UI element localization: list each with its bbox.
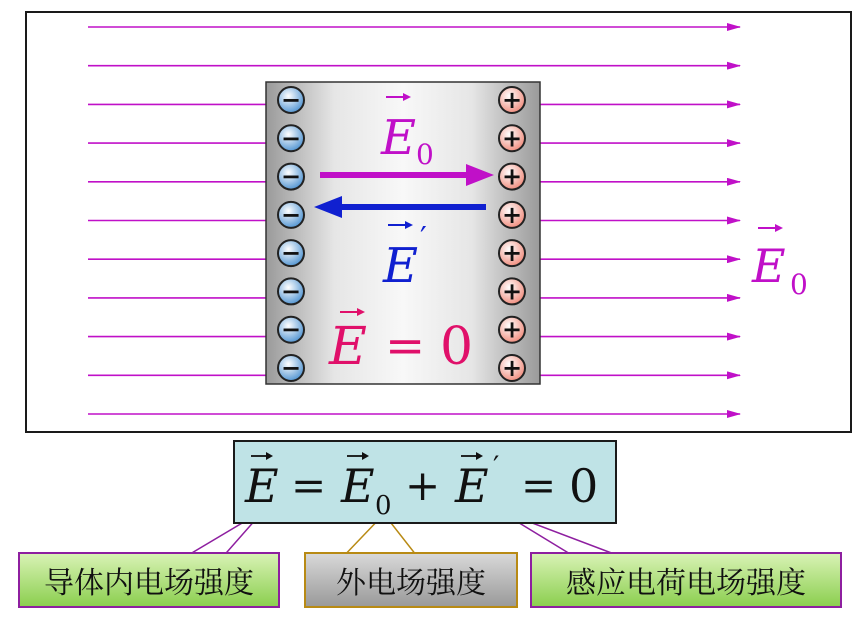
negative-charge-sign: −	[280, 124, 302, 153]
callout-induced-field	[530, 552, 842, 608]
positive-charge-sign: +	[501, 277, 523, 306]
e-zero-digit: 0	[440, 317, 474, 377]
equation-box	[233, 440, 617, 524]
e0-inner-letter: E	[381, 110, 417, 166]
eq-plus: +	[405, 461, 441, 510]
eq-e0-sub: 0	[375, 491, 392, 521]
callout-external-field	[304, 552, 518, 608]
eq-equals-1: =	[291, 461, 327, 510]
callout-external-field-label: 外电场强度	[336, 566, 486, 601]
e0-outer-sub: 0	[790, 268, 808, 301]
e-prime-letter: E	[383, 238, 419, 294]
eq-e0: E	[341, 459, 375, 513]
positive-charge-sign: +	[501, 315, 523, 344]
callout-conductor-field-label: 导体内电场强度	[44, 566, 254, 601]
eq-prime-mark: ′	[493, 450, 500, 483]
negative-charge-sign: −	[280, 354, 302, 382]
eq-equals-2: =	[521, 461, 557, 510]
callout-induced-field-label: 感应电荷电场强度	[566, 566, 806, 601]
negative-charge-sign: −	[280, 315, 302, 344]
positive-charge-sign: +	[501, 239, 523, 268]
negative-charge-sign: −	[280, 239, 302, 268]
e0-outer-letter: E	[752, 239, 786, 293]
negative-charge-sign: −	[280, 277, 302, 306]
negative-charge-sign: −	[280, 200, 302, 229]
e-zero-label	[328, 308, 473, 377]
negative-charge-sign: −	[280, 86, 302, 114]
negative-charge-sign: −	[280, 162, 302, 191]
positive-charge-sign: +	[501, 200, 523, 229]
callout-conductor-field	[18, 552, 280, 608]
equation	[235, 442, 615, 522]
e0-inner-sub: 0	[416, 138, 434, 171]
e-zero-equals: =	[385, 318, 426, 374]
positive-charge-sign: +	[501, 354, 523, 382]
positive-charge-sign: +	[501, 162, 523, 191]
eq-zero: 0	[569, 459, 599, 513]
e-prime-mark: ′	[420, 221, 427, 256]
positive-charge-sign: +	[501, 124, 523, 153]
eq-e-total: E	[245, 459, 279, 513]
e-zero-letter: E	[329, 317, 367, 377]
positive-charge-sign: +	[501, 86, 523, 114]
eq-e-prime: E	[455, 459, 489, 513]
